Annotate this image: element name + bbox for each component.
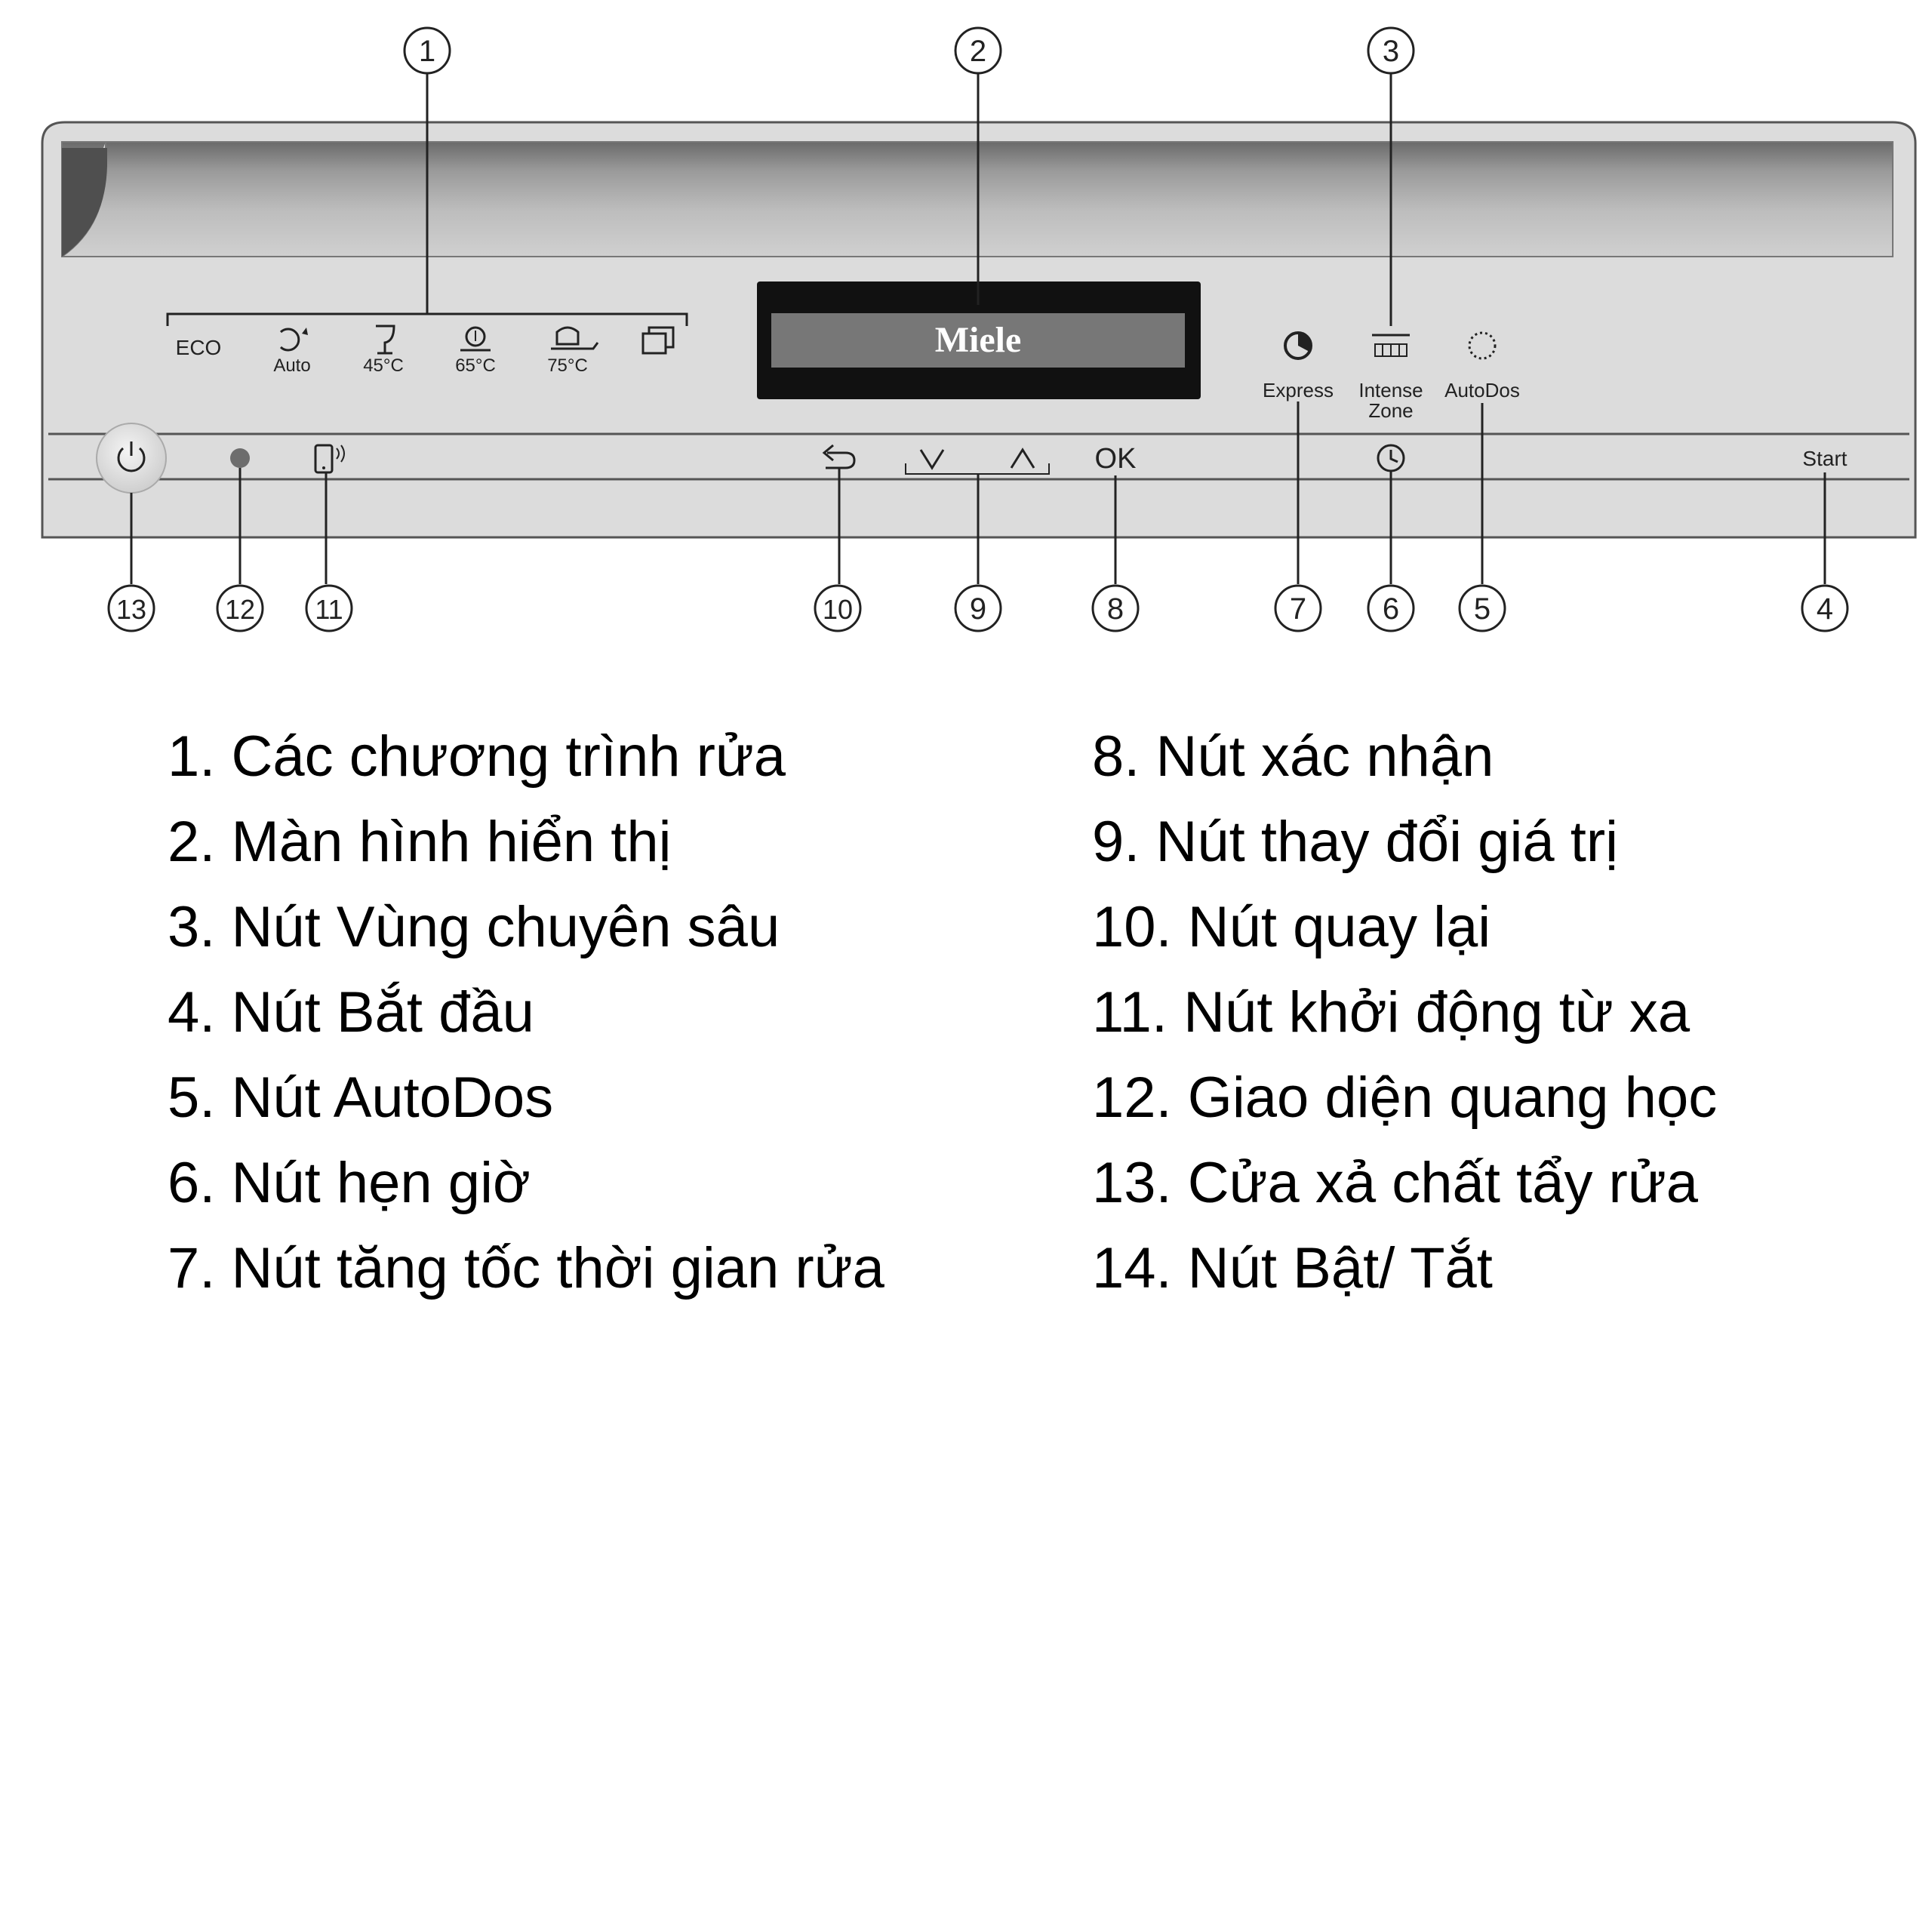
control-panel-diagram [0, 0, 1932, 679]
callout-11: 11 [315, 594, 343, 625]
legend-item: 5. Nút AutoDos [168, 1066, 554, 1130]
intense-label-1: Intense [1358, 379, 1423, 401]
legend-item: 13. Cửa xả chất tẩy rửa [1092, 1151, 1699, 1215]
callout-3: 3 [1382, 35, 1400, 68]
power-button[interactable] [97, 423, 166, 493]
legend-item: 2. Màn hình hiển thị [168, 810, 672, 874]
program-75-label: 75°C [547, 355, 588, 376]
legend-item: 3. Nút Vùng chuyên sâu [168, 895, 780, 959]
legend-item: 9. Nút thay đổi giá trị [1092, 810, 1619, 874]
callout-5: 5 [1473, 592, 1491, 626]
ok-button[interactable]: OK [1094, 443, 1137, 475]
callout-12: 12 [224, 594, 256, 625]
start-button[interactable]: Start [1802, 447, 1847, 470]
program-45-label: 45°C [363, 355, 404, 376]
legend-item: 10. Nút quay lại [1092, 895, 1491, 959]
callout-4: 4 [1816, 592, 1834, 626]
callout-10: 10 [822, 594, 854, 625]
legend-item: 4. Nút Bắt đầu [168, 980, 534, 1044]
legend-right-column [1092, 714, 1717, 1311]
legend-item: 7. Nút tăng tốc thời gian rửa [168, 1236, 884, 1300]
callout-1: 1 [418, 35, 436, 68]
program-eco[interactable]: ECO [175, 336, 222, 359]
legend-item: 14. Nút Bật/ Tắt [1092, 1236, 1493, 1300]
program-auto-label: Auto [273, 355, 311, 376]
callout-2: 2 [969, 35, 987, 68]
optical-interface-dot [230, 448, 250, 468]
legend-item: 6. Nút hẹn giờ [168, 1151, 531, 1215]
callout-7: 7 [1289, 592, 1307, 626]
legend-item: 8. Nút xác nhận [1092, 724, 1494, 789]
callout-13: 13 [115, 594, 147, 625]
legend-item: 11. Nút khởi động từ xa [1092, 980, 1690, 1044]
legend-item: 12. Giao diện quang học [1092, 1066, 1718, 1130]
legend-left-column [168, 714, 884, 1311]
callout-6: 6 [1382, 592, 1400, 626]
express-label: Express [1263, 379, 1334, 401]
brand-logo: Miele [934, 320, 1022, 360]
callout-9: 9 [969, 592, 987, 626]
callout-8: 8 [1106, 592, 1124, 626]
program-65-label: 65°C [455, 355, 496, 376]
intense-label-2: Zone [1368, 399, 1414, 422]
legend-item: 1. Các chương trình rửa [168, 724, 786, 789]
autodos-label: AutoDos [1444, 379, 1520, 401]
